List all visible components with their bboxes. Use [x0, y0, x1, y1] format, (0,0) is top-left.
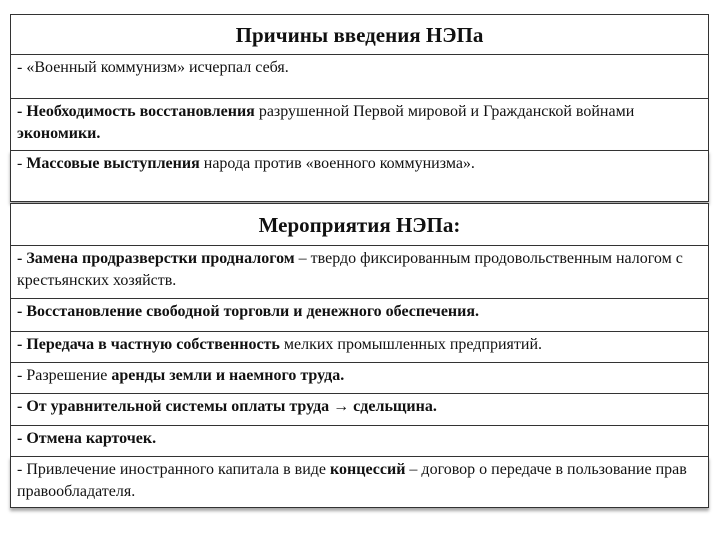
text: – твердо фиксированным продовольственным налогом с крестьянских хозяйств. — [17, 250, 683, 289]
bold-text: - Восстановление свободной торговли и денежного обеспечения. — [17, 303, 480, 320]
text: - «Военный коммунизм» исчерпал себя. — [17, 59, 289, 76]
measure-row — [10, 331, 709, 362]
measure-row — [10, 393, 709, 425]
bold-text: экономики. — [17, 125, 101, 142]
bold-text: - Замена продразверстки продналогом — [17, 250, 295, 267]
text: – договор о передаче в пользование прав правообладателя. — [17, 461, 687, 500]
bold-text: Массовые выступления — [26, 155, 200, 172]
reason-row — [10, 54, 709, 98]
bold-text: концессий — [330, 461, 406, 478]
bold-text: - Передача в частную собственность — [17, 336, 280, 353]
text: разрушенной Первой мировой и Гражданской войнами — [254, 103, 635, 120]
text: мелких промышленных предприятий. — [279, 336, 543, 353]
text: - — [17, 155, 27, 172]
reason-row — [10, 150, 709, 202]
bold-text: - Необходимость восстановления — [17, 103, 255, 120]
measure-row — [10, 425, 709, 456]
text: - Привлечение иностранного капитала в виде — [17, 461, 331, 478]
measure-row — [10, 298, 709, 331]
text: - Разрешение — [17, 367, 112, 384]
bold-text: аренды земли и наемного труда. — [111, 367, 345, 384]
measure-row — [10, 245, 709, 298]
measures-header: Мероприятия НЭПа: — [10, 203, 709, 245]
measure-row — [10, 362, 709, 393]
text: народа против «военного коммунизма». — [199, 155, 475, 172]
measure-row — [10, 456, 709, 508]
reasons-header: Причины введения НЭПа — [10, 14, 709, 54]
bold-text: - От уравнительной системы оплаты труда → сдельщина. — [17, 398, 437, 415]
reason-row — [10, 98, 709, 150]
bold-text: - Отмена карточек. — [17, 430, 157, 447]
